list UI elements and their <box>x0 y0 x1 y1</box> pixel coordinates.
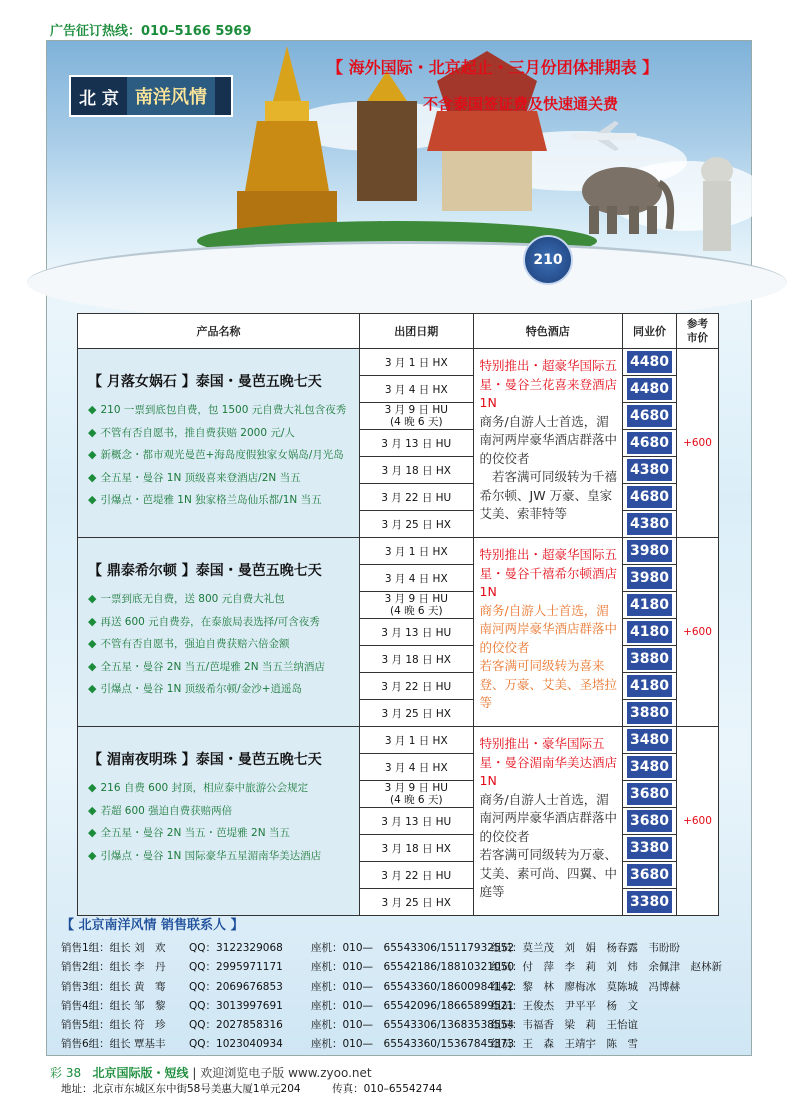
contact-row <box>61 939 680 958</box>
departure-date: 3 月 4 日 HX <box>359 754 473 781</box>
product-feature <box>88 656 351 679</box>
hotel-highlight: 特别推出・豪华国际五星・曼谷湄南华美达酒店 1N <box>479 736 618 788</box>
hotel-cell <box>473 349 623 538</box>
trade-price: 4380 <box>627 513 672 535</box>
diamond-bullet-icon: ◆ <box>88 614 97 628</box>
header-product: 产品名称 <box>78 314 360 349</box>
trade-price: 4180 <box>627 621 672 643</box>
phone-number: 座机：010— 65543360/15367845373 <box>311 1038 515 1051</box>
feature-text: 全五星・曼谷 1N 顶级喜来登酒店/2N 当五 <box>100 471 301 484</box>
table-header-row <box>78 314 719 349</box>
diamond-bullet-icon: ◆ <box>88 659 97 673</box>
airplane-icon <box>567 121 647 151</box>
product-feature <box>88 444 351 467</box>
hotel-description: 商务/自游人士首选，湄南河两岸豪华酒店群落中的佼佼者 若客满可同级转为万豪、艾美、素可尚、四翼、中庭等 <box>479 791 618 899</box>
trade-price: 3380 <box>627 837 672 859</box>
price-cell <box>623 754 677 781</box>
sales-team: 销售5组：组长 符 珍 <box>61 1019 166 1032</box>
price-cell <box>623 592 677 619</box>
diamond-bullet-icon: ◆ <box>88 637 97 650</box>
header-price: 同业价 <box>623 314 677 349</box>
price-cell <box>623 781 677 808</box>
trade-price: 3480 <box>627 729 672 751</box>
trade-price: 3680 <box>627 810 672 832</box>
feature-text: 新概念・都市观光曼芭+海岛度假独家女娲岛/月光岛 <box>100 449 344 461</box>
departure-date: 3 月 22 日 HU <box>359 862 473 889</box>
qq-number: QQ：1023040934 <box>189 1038 283 1051</box>
section-name: 北京国际版・短线 <box>92 1066 189 1080</box>
diamond-bullet-icon: ◆ <box>88 803 97 817</box>
trade-price: 3480 <box>627 756 672 778</box>
trade-price: 4180 <box>627 675 672 697</box>
trade-price: 4480 <box>627 351 672 373</box>
qq-number: QQ：2995971171 <box>189 961 283 974</box>
trade-price: 4680 <box>627 405 672 427</box>
departure-date: 3 月 1 日 HX <box>359 538 473 565</box>
feature-text: 不管有否自愿书，推自费获赔 2000 元/人 <box>100 426 295 439</box>
price-cell <box>623 349 677 376</box>
departure-date: 3 月 13 日 HU <box>359 808 473 835</box>
phone-number: 座机：010— 65543306/15117932552 <box>311 942 515 954</box>
site-link[interactable]: 欢迎浏览电子版 www.zyoo.net <box>200 1066 372 1080</box>
product-feature <box>88 845 351 868</box>
price-cell <box>623 835 677 862</box>
product-feature <box>88 467 351 490</box>
trade-price: 3980 <box>627 540 672 562</box>
diamond-bullet-icon: ◆ <box>88 682 97 695</box>
trade-price: 3880 <box>627 702 672 724</box>
product-feature <box>88 588 351 611</box>
price-cell <box>623 376 677 403</box>
trade-price: 4480 <box>627 378 672 400</box>
product-feature <box>88 422 351 445</box>
departure-date: 3 月 9 日 HU (4 晚 6 天) <box>359 592 473 619</box>
product-feature <box>88 633 351 656</box>
price-cell <box>623 727 677 754</box>
address-line: 地址：北京市东城区东中街58号美惠大厦1单元204 传真：010–65542744 <box>61 1083 443 1095</box>
contact-row <box>61 958 722 977</box>
departure-date: 3 月 4 日 HX <box>359 565 473 592</box>
price-cell <box>623 484 677 511</box>
departure-date: 3 月 1 日 HX <box>359 349 473 376</box>
qq-number: QQ：2027858316 <box>189 1019 283 1032</box>
hotel-highlight: 特别推出・超豪华国际五星・曼谷千禧希尔顿酒店 1N <box>479 547 618 599</box>
price-cell <box>623 646 677 673</box>
feature-text: 引爆点・芭堤雅 1N 独家格兰岛仙乐都/1N 当五 <box>100 494 322 506</box>
qq-number: QQ：2069676853 <box>189 980 283 993</box>
team-members: 组员：莫兰茂 刘 娟 杨春露 韦盼盼 <box>491 942 680 954</box>
price-cell <box>623 808 677 835</box>
product-feature <box>88 489 351 512</box>
product-feature <box>88 678 351 701</box>
page-footer <box>50 1064 372 1081</box>
product-title: 【 湄南夜明珠 】泰国・曼芭五晚七天 <box>88 752 322 768</box>
sales-team: 销售2组：组长 李 丹 <box>61 961 166 974</box>
product-cell <box>78 538 360 727</box>
feature-text: 210 一票到底包自费，包 1500 元自费大礼包含夜秀 <box>100 404 347 416</box>
team-members: 组员：韦福香 梁 莉 王怡谊 <box>491 1019 638 1032</box>
diamond-bullet-icon: ◆ <box>88 470 97 484</box>
product-feature <box>88 822 351 845</box>
feature-text: 若超 600 强迫自费获赔两倍 <box>100 804 233 817</box>
trade-price: 4680 <box>627 486 672 508</box>
trade-price: 3980 <box>627 567 672 589</box>
trade-price: 4680 <box>627 432 672 454</box>
header-date: 出团日期 <box>359 314 473 349</box>
price-cell <box>623 511 677 538</box>
diamond-bullet-icon: ◆ <box>88 448 97 461</box>
product-cell <box>78 349 360 538</box>
product-title: 【 鼎泰希尔顿 】泰国・曼芭五晚七天 <box>88 563 322 579</box>
phone-number: 座机：010— 65542186/18810321050 <box>311 961 515 974</box>
logo-text-nanyang: 南洋风情 <box>127 77 215 115</box>
header-ref-price: 参考 市价 <box>677 314 719 349</box>
feature-text: 引爆点・曼谷 1N 顶级希尔顿/金沙+逍遥岛 <box>100 683 303 695</box>
contact-row <box>61 997 638 1016</box>
price-cell <box>623 889 677 916</box>
elephant-illustration <box>567 151 677 241</box>
reference-price: +600 <box>677 727 719 916</box>
departure-date: 3 月 25 日 HX <box>359 511 473 538</box>
team-members: 组员：黎 林 廖梅冰 莫陈城 冯博赫 <box>491 980 680 993</box>
price-cell <box>623 457 677 484</box>
product-cell <box>78 727 360 916</box>
trade-price: 3680 <box>627 783 672 805</box>
departure-date: 3 月 18 日 HX <box>359 457 473 484</box>
product-feature <box>88 800 351 823</box>
schedule-table <box>77 313 719 916</box>
feature-text: 再送 600 元自费券，在泰旅局表选择/可含夜秀 <box>100 615 320 628</box>
banner-subtitle: 不含泰国签证费及快速通关费 <box>423 95 619 113</box>
footer-separator: | <box>192 1066 197 1080</box>
price-cell <box>623 430 677 457</box>
hotel-cell <box>473 538 623 727</box>
feature-text: 全五星・曼谷 2N 当五/芭堤雅 2N 当五兰纳酒店 <box>100 660 325 673</box>
feature-text: 一票到底无自费，送 800 元自费大礼包 <box>100 593 285 605</box>
departure-date: 3 月 13 日 HU <box>359 619 473 646</box>
hotel-highlight: 特别推出・超豪华国际五星・曼谷兰花喜来登酒店 1N <box>479 358 618 410</box>
contact-row <box>61 1016 638 1035</box>
feature-text: 216 自费 600 封顶，相应泰中旅游公会规定 <box>100 782 309 794</box>
departure-date: 3 月 25 日 HX <box>359 889 473 916</box>
departure-date: 3 月 25 日 HX <box>359 700 473 727</box>
sales-team: 销售6组：组长 覃基丰 <box>61 1038 166 1051</box>
contact-row <box>61 978 680 997</box>
trade-price: 3680 <box>627 864 672 886</box>
product-feature <box>88 399 351 422</box>
ad-hotline: 广告征订热线：010–5166 5969 <box>50 24 252 39</box>
diamond-bullet-icon: ◆ <box>88 493 97 506</box>
contact-row <box>61 1035 638 1054</box>
banner-title: 【 海外国际・北京起止・三月份团体排期表 】 <box>327 58 659 77</box>
product-feature <box>88 777 351 800</box>
product-feature <box>88 611 351 634</box>
trade-price: 3880 <box>627 648 672 670</box>
price-cell <box>623 673 677 700</box>
team-members: 组员：王俊杰 尹平平 杨 文 <box>491 999 638 1012</box>
brand-logo <box>69 75 233 117</box>
departure-date: 3 月 18 日 HX <box>359 835 473 862</box>
trade-price: 4180 <box>627 594 672 616</box>
sales-team: 销售1组：组长 刘 欢 <box>61 942 166 954</box>
feature-text: 引爆点・曼谷 1N 国际豪华五星湄南华美达酒店 <box>100 849 322 862</box>
page-number: 彩 38 <box>50 1066 82 1080</box>
departure-date: 3 月 22 日 HU <box>359 673 473 700</box>
diamond-bullet-icon: ◆ <box>88 592 97 605</box>
table-row <box>78 727 719 754</box>
merlion-illustration <box>687 151 747 261</box>
sales-team: 销售4组：组长 邹 黎 <box>61 999 166 1012</box>
table-row <box>78 349 719 376</box>
phone-number: 座机：010— 65542096/18665899521 <box>311 999 515 1012</box>
hotel-cell <box>473 727 623 916</box>
price-cell <box>623 862 677 889</box>
product-title: 【 月落女娲石 】泰国・曼芭五晚七天 <box>88 374 322 390</box>
phone-number: 座机：010— 65543306/13683538554 <box>311 1019 515 1032</box>
departure-date: 3 月 4 日 HX <box>359 376 473 403</box>
sales-contacts <box>61 914 722 1055</box>
qq-number: QQ：3013997691 <box>189 999 283 1012</box>
price-cell <box>623 700 677 727</box>
qq-number: QQ：3122329068 <box>189 942 283 954</box>
feature-text: 不管有否自愿书，强迫自费获赔六倍金额 <box>100 638 290 650</box>
logo-text-beijing: 北 京 <box>79 88 119 109</box>
team-members: 组员：王 森 王靖宇 陈 雪 <box>491 1038 638 1051</box>
phone-number: 座机：010— 65543360/18600984142 <box>311 980 515 993</box>
contacts-heading: 【 北京南洋风情 销售联系人 】 <box>61 918 244 933</box>
departure-date: 3 月 22 日 HU <box>359 484 473 511</box>
route-number-badge: 210 <box>523 235 573 285</box>
header-hotel: 特色酒店 <box>473 314 623 349</box>
price-cell <box>623 565 677 592</box>
hotel-description: 商务/自游人士首选，湄南河两岸豪华酒店群落中的佼佼者 若客满可同级转为喜来登、万豪、艾美、圣塔拉等 <box>479 602 618 710</box>
hotel-description: 商务/自游人士首选，湄南河两岸豪华酒店群落中的佼佼者 若客满可同级转为千禧希尔顿、JW 万豪、皇家艾美、索菲特等 <box>479 413 618 521</box>
feature-text: 全五星・曼谷 2N 当五・芭堤雅 2N 当五 <box>100 827 290 839</box>
diamond-bullet-icon: ◆ <box>88 781 97 794</box>
price-cell <box>623 403 677 430</box>
diamond-bullet-icon: ◆ <box>88 403 97 416</box>
departure-date: 3 月 13 日 HU <box>359 430 473 457</box>
departure-date: 3 月 1 日 HX <box>359 727 473 754</box>
team-members: 组员：付 萍 李 莉 刘 炜 余佩津 赵林新 <box>491 961 722 974</box>
trade-price: 3380 <box>627 891 672 913</box>
diamond-bullet-icon: ◆ <box>88 848 97 862</box>
departure-date: 3 月 18 日 HX <box>359 646 473 673</box>
reference-price: +600 <box>677 538 719 727</box>
price-cell <box>623 619 677 646</box>
diamond-bullet-icon: ◆ <box>88 826 97 839</box>
banner <box>47 41 751 291</box>
reference-price: +600 <box>677 349 719 538</box>
diamond-bullet-icon: ◆ <box>88 425 97 439</box>
departure-date: 3 月 9 日 HU (4 晚 6 天) <box>359 781 473 808</box>
wave-divider <box>27 241 787 324</box>
sales-team: 销售3组：组长 黄 骞 <box>61 980 166 993</box>
table-row <box>78 538 719 565</box>
price-cell <box>623 538 677 565</box>
trade-price: 4380 <box>627 459 672 481</box>
departure-date: 3 月 9 日 HU (4 晚 6 天) <box>359 403 473 430</box>
